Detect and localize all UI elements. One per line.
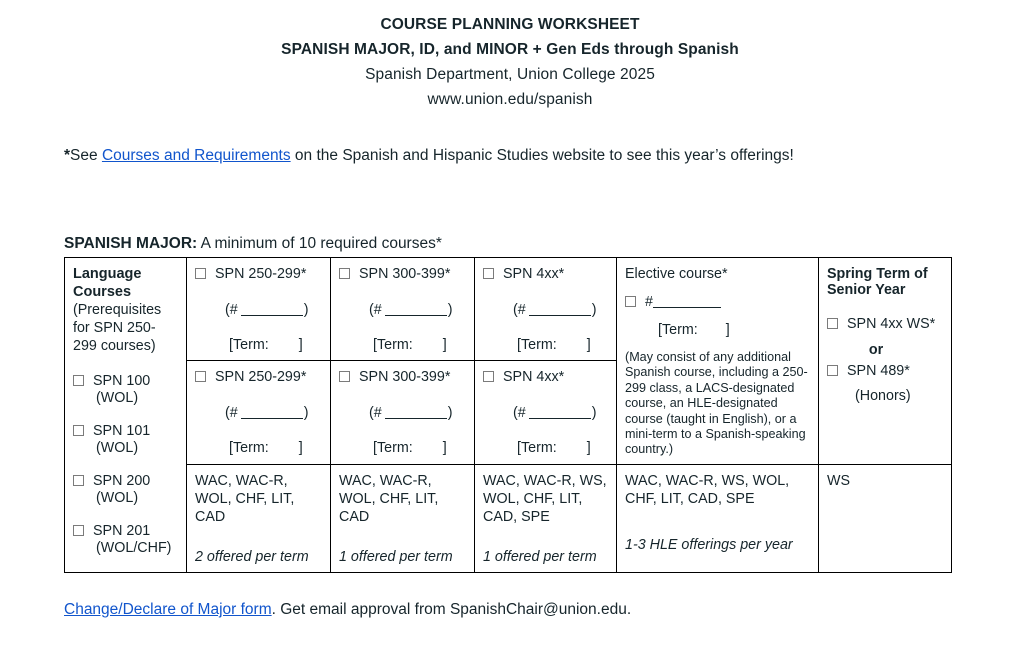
- website-line: www.union.edu/spanish: [427, 91, 593, 108]
- elective-term-blank[interactable]: [625, 321, 810, 339]
- elective-hash: #: [645, 294, 653, 310]
- elective-course-cell: [617, 258, 819, 465]
- num-suffix: ): [303, 405, 309, 422]
- course-paren: (WOL): [96, 440, 139, 456]
- checkbox-spn-200[interactable]: [73, 475, 84, 486]
- spring-term-title-line-2: Senior Year: [827, 282, 906, 298]
- gen-ed-tags-cell-4: [617, 464, 819, 572]
- gen-ed-tags: WAC, WAC-R, WS, WOL, CHF, LIT, CAD, SPE: [625, 472, 790, 507]
- term-suffix: ]: [442, 440, 447, 457]
- elective-note: (May consist of any additional Spanish course, including a 250-299 class, a LACS-designated course, an HLE-designated course (taught in English), or a mini-term to a Spanish-speaking country.): [625, 350, 808, 457]
- checkbox-spn-489[interactable]: [827, 365, 838, 376]
- gen-ed-tags: WAC, WAC-R, WOL, CHF, LIT, CAD: [339, 472, 439, 525]
- spring-term-senior-year-cell: [819, 258, 952, 465]
- course-term-blank[interactable]: [195, 336, 322, 354]
- gen-ed-tags: WS: [827, 472, 851, 489]
- course-label: SPN 4xx*: [503, 369, 565, 386]
- course-number-blank[interactable]: [339, 301, 466, 319]
- course-number-blank[interactable]: [339, 404, 466, 422]
- checkbox-course[interactable]: [483, 371, 494, 382]
- course-term-blank[interactable]: [339, 439, 466, 457]
- course-paren: (WOL/CHF): [96, 540, 172, 556]
- checkbox-course[interactable]: [339, 268, 350, 279]
- course-cell-4xx-a: [475, 258, 617, 361]
- checkbox-course[interactable]: [195, 371, 206, 382]
- course-label: SPN 300-399*: [359, 266, 451, 282]
- course-term-blank[interactable]: [483, 336, 608, 354]
- write-in-line[interactable]: [385, 406, 447, 419]
- gen-ed-tags-cell-2: [331, 464, 475, 572]
- checkbox-spn-101[interactable]: [73, 425, 84, 436]
- course-label: SPN 250-299*: [215, 369, 307, 386]
- term-prefix: [Term:: [373, 440, 413, 457]
- term-suffix: ]: [725, 322, 730, 338]
- term-suffix: ]: [586, 337, 591, 353]
- course-label: SPN 489*: [847, 363, 910, 379]
- term-prefix: [Term:: [229, 440, 269, 457]
- intro-before-link: See: [70, 147, 102, 164]
- course-label: SPN 4xx WS*: [847, 316, 936, 332]
- section-heading: [64, 234, 442, 254]
- title-line-2: SPANISH MAJOR, ID, and MINOR + Gen Eds through Spanish: [281, 41, 739, 58]
- courses-and-requirements-link[interactable]: Courses and Requirements: [101, 147, 291, 164]
- spring-or-separator: or: [868, 342, 884, 358]
- course-term-blank[interactable]: [195, 439, 322, 457]
- gen-ed-tags-cell-5: [819, 464, 952, 572]
- num-suffix: ): [303, 302, 309, 318]
- list-item[interactable]: [73, 422, 178, 457]
- change-declare-major-form-link[interactable]: Change/Declare of Major form: [64, 601, 272, 618]
- major-requirements-table: [64, 257, 952, 573]
- title-line-1: COURSE PLANNING WORKSHEET: [380, 16, 640, 33]
- num-suffix: ): [447, 302, 453, 318]
- term-prefix: [Term:: [517, 440, 557, 457]
- course-label: SPN 4xx*: [503, 266, 565, 282]
- document-header: [0, 0, 1020, 112]
- list-item[interactable]: [73, 372, 178, 407]
- write-in-line[interactable]: [529, 406, 591, 419]
- write-in-line[interactable]: [241, 406, 303, 419]
- intro-asterisk: *: [64, 147, 71, 164]
- course-label: SPN 101: [93, 423, 151, 439]
- offered-frequency: 1-3 HLE offerings per year: [625, 536, 793, 553]
- write-in-line[interactable]: [385, 303, 447, 316]
- language-courses-title-line-2: Courses: [73, 284, 132, 300]
- intro-after-link: on the Spanish and Hispanic Studies website to see this year’s offerings!: [290, 147, 794, 164]
- checkbox-course[interactable]: [195, 268, 206, 279]
- num-suffix: ): [591, 302, 597, 318]
- table-row-gen-ed-tags: [65, 464, 952, 572]
- checkbox-spn-100[interactable]: [73, 375, 84, 386]
- checkbox-course[interactable]: [339, 371, 350, 382]
- list-item[interactable]: [73, 522, 178, 557]
- course-number-blank[interactable]: [483, 301, 608, 319]
- elective-number-blank[interactable]: [625, 293, 810, 311]
- language-courses-cell: [65, 258, 187, 573]
- language-courses-list: [73, 372, 178, 557]
- gen-ed-tags: WAC, WAC-R, WOL, CHF, LIT, CAD: [195, 472, 295, 525]
- spring-option-2[interactable]: [827, 362, 943, 380]
- closing-after-link: . Get email approval from SpanishChair@union.edu.: [271, 601, 632, 618]
- spring-option-1[interactable]: [827, 315, 943, 333]
- course-number-blank[interactable]: [195, 404, 322, 422]
- closing-line: [64, 599, 631, 621]
- course-cell-250-299-b: [187, 361, 331, 464]
- table-row-1: [65, 258, 952, 361]
- term-suffix: ]: [586, 440, 591, 457]
- term-prefix: [Term:: [229, 337, 269, 353]
- num-prefix: (#: [513, 302, 526, 318]
- course-cell-4xx-b: [475, 361, 617, 464]
- course-label: SPN 250-299*: [215, 266, 307, 282]
- spring-term-title-line-1: Spring Term of: [827, 266, 928, 282]
- term-prefix: [Term:: [658, 322, 698, 338]
- term-suffix: ]: [298, 440, 303, 457]
- elective-title: Elective course*: [625, 266, 728, 282]
- term-suffix: ]: [442, 337, 447, 353]
- num-prefix: (#: [369, 405, 382, 422]
- list-item[interactable]: [73, 472, 178, 507]
- section-heading-rest: A minimum of 10 required courses*: [197, 235, 442, 252]
- write-in-line[interactable]: [241, 303, 303, 316]
- gen-ed-tags: WAC, WAC-R, WS, WOL, CHF, LIT, CAD, SPE: [483, 472, 607, 525]
- offered-frequency: 1 offered per term: [483, 548, 597, 565]
- language-courses-title-line-1: Language: [73, 266, 142, 282]
- gen-ed-tags-cell-3: [475, 464, 617, 572]
- checkbox-spn-4xx-ws[interactable]: [827, 318, 838, 329]
- course-label: SPN 100: [93, 373, 151, 389]
- language-courses-subtitle: (Prerequisites for SPN 250-299 courses): [73, 302, 162, 354]
- course-label: SPN 201: [93, 523, 151, 539]
- course-number-blank[interactable]: [195, 301, 322, 319]
- num-prefix: (#: [225, 302, 238, 318]
- course-paren: (WOL): [96, 390, 139, 406]
- course-term-blank[interactable]: [483, 439, 608, 457]
- course-cell-300-399-a: [331, 258, 475, 361]
- checkbox-course[interactable]: [483, 268, 494, 279]
- course-cell-300-399-b: [331, 361, 475, 464]
- num-prefix: (#: [513, 405, 526, 422]
- course-label: SPN 200: [93, 473, 151, 489]
- course-number-blank[interactable]: [483, 404, 608, 422]
- course-label: SPN 300-399*: [359, 369, 451, 386]
- intro-note: [64, 145, 794, 167]
- num-prefix: (#: [369, 302, 382, 318]
- term-prefix: [Term:: [373, 337, 413, 353]
- department-subtitle: Spanish Department, Union College 2025: [365, 66, 655, 83]
- term-prefix: [Term:: [517, 337, 557, 353]
- num-suffix: ): [447, 405, 453, 422]
- gen-ed-tags-cell-1: [187, 464, 331, 572]
- section-heading-lead: SPANISH MAJOR:: [64, 235, 198, 252]
- num-suffix: ): [591, 405, 597, 422]
- course-term-blank[interactable]: [339, 336, 466, 354]
- checkbox-spn-201[interactable]: [73, 525, 84, 536]
- checkbox-elective[interactable]: [625, 296, 636, 307]
- write-in-line[interactable]: [529, 303, 591, 316]
- course-cell-250-299-a: [187, 258, 331, 361]
- course-paren: (WOL): [96, 490, 139, 506]
- write-in-line[interactable]: [653, 295, 721, 308]
- offered-frequency: 2 offered per term: [195, 548, 309, 565]
- offered-frequency: 1 offered per term: [339, 548, 453, 565]
- num-prefix: (#: [225, 405, 238, 422]
- spring-honors-note: (Honors): [855, 388, 911, 404]
- term-suffix: ]: [298, 337, 303, 353]
